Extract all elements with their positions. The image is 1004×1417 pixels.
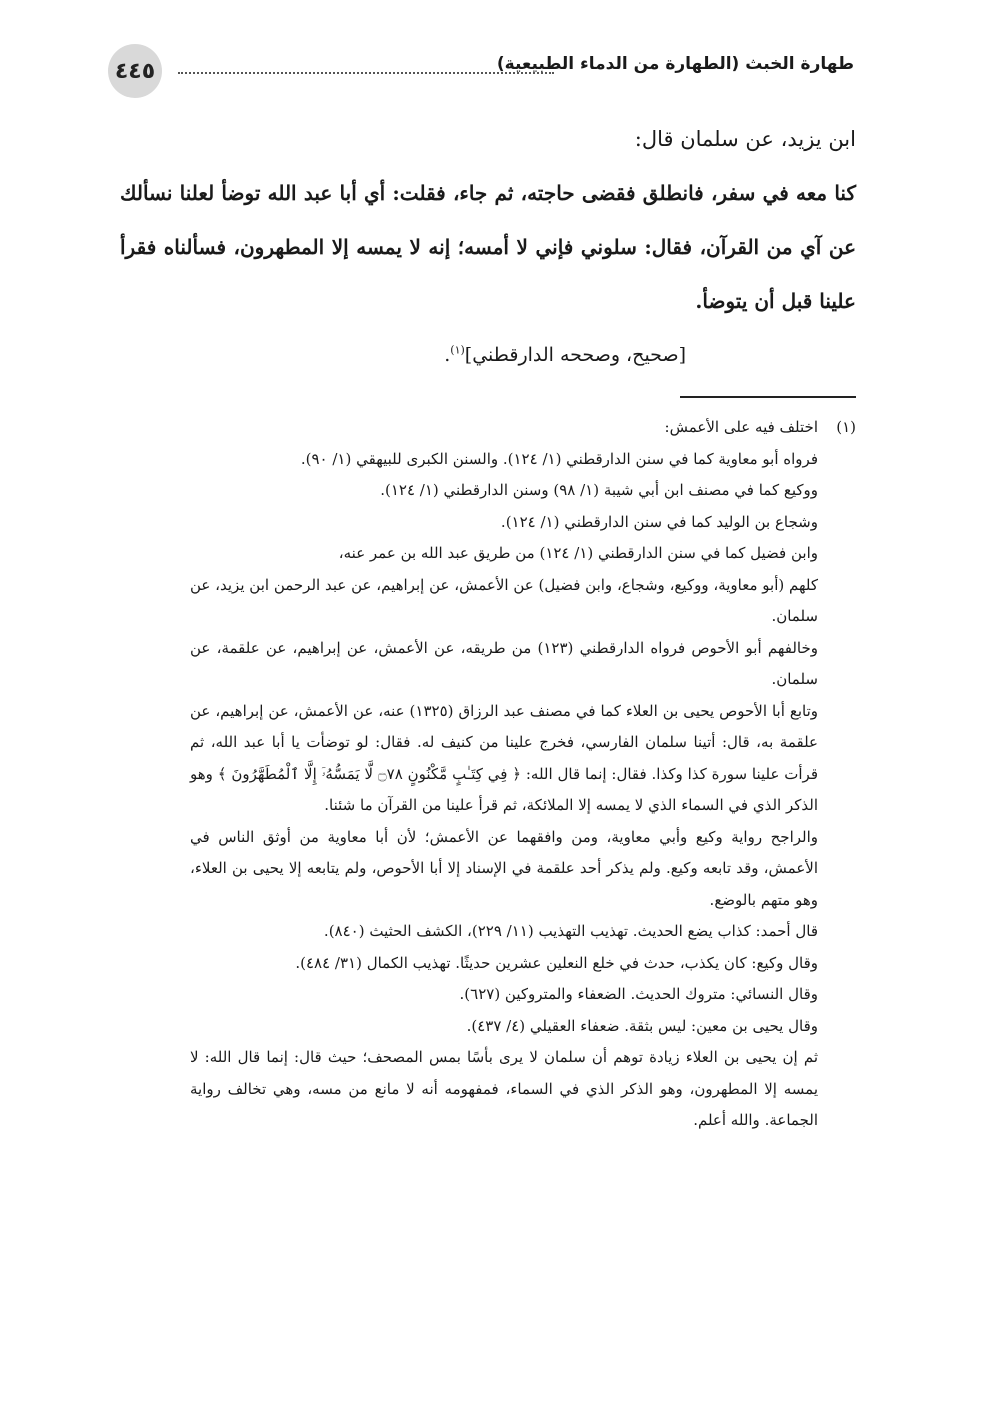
footnote-quote: وقال وكيع: كان يكذب، حدث في خلع النعلين عشرين حديثًا. تهذيب الكمال (٣١/ ٤٨٤). <box>295 953 818 972</box>
footnote-reference[interactable]: (١) <box>450 343 465 357</box>
footnote-heading-text: اختلف فيه على الأعمش: <box>664 418 818 436</box>
footnote-body <box>190 444 856 1137</box>
footnote-line: وابن فضيل كما في سنن الدارقطني (١/ ١٢٤) من طريق عبد الله بن عمر عنه، <box>338 544 818 562</box>
hadith-grading <box>120 328 856 382</box>
footnote-line: فرواه أبو معاوية كما في سنن الدارقطني (١/ ١٢٤). والسنن الكبرى للبيهقي (١/ ٩٠). <box>300 449 818 468</box>
footnote-paragraph: كلهم (أبو معاوية، ووكيع، وشجاع، وابن فضيل) عن الأعمش، عن إبراهيم، عن عبد الرحمن ابن يزيد، عن سلمان. <box>190 575 818 625</box>
footnote-separator <box>680 396 856 398</box>
grading-end: . <box>444 344 451 366</box>
footnote-quote: وقال يحيى بن معين: ليس بثقة. ضعفاء العقيلي (٤/ ٤٣٧). <box>466 1016 818 1035</box>
footnote-marker: (١) <box>836 418 856 436</box>
footnote-paragraph: والراجح رواية وكيع وأبي معاوية، ومن وافقهما عن الأعمش؛ لأن أبا معاوية من أوثق الناس في الأعمش، وقد تابعه وكيع. ولم يذكر أحد علقمة في الإسناد إلا أبا الأحوص، ولم يتابعه إلا يحيى بن العلاء، وهو متهم بالوضع. <box>190 827 818 909</box>
main-text <box>120 112 856 382</box>
running-title: طهارة الخبث (الطهارة من الدماء الطبيعية) <box>496 54 854 74</box>
footnote-paragraph: وخالفهم أبو الأحوص فرواه الدارقطني (١٢٣) من طريقه، عن الأعمش، عن إبراهيم، عن علقمة، عن سلمان. <box>190 638 819 688</box>
hadith-narration: كنا معه في سفر، فانطلق فقضى حاجته، ثم جاء، فقلت: أي أبا عبد الله توضأ لعلنا نسألك عن آي من القرآن، فقال: سلوني فإني لا أمسه؛ إنه لا يمسه إلا المطهرون، فسألناه فقرأ علينا قبل أن يتوضأ. <box>120 181 857 313</box>
footnotes <box>190 412 856 1137</box>
hadith-isnad-end: ابن يزيد، عن سلمان قال: <box>634 127 856 151</box>
page-header <box>108 44 854 106</box>
footnote-paragraph: وتابع أبا الأحوص يحيى بن العلاء كما في مصنف عبد الرزاق (١٣٢٥) عنه، عن الأعمش، عن إبراهيم، عن علقمة به، قال: أتينا سلمان الفارسي، فخرج علينا من كنيف له. فقال: لو توضأت يا أبا عبد الله، ثم قرأت علينا سورة كذا وكذا. فقال: إنما قال الله: ﴿ فِي كِتَـٰبٍ مَّكْنُونٍ ۝٧٨ لَّا يَمَسُّهُۥٓ إِلَّا ٱلْمُطَهَّرُونَ ﴾ وهو الذكر الذي في السماء الذي لا يمسه إلا الملائكة، ثم قرأ علينا من القرآن ما شئنا. <box>190 701 818 814</box>
footnote-heading <box>190 412 856 444</box>
footnote-closing: ثم إن يحيى بن العلاء زيادة توهم أن سلمان لا يرى بأسًا بمس المصحف؛ حيث قال: إنما قال الله: لا يمسه إلا المطهرون، وهو الذكر الذي في السماء، فمفهومه أنه لا مانع من مسه، وهي تخالف رواية الجماعة. والله أعلم. <box>190 1048 818 1129</box>
footnote-quote: وقال النسائي: متروك الحديث. الضعفاء والمتروكين (٦٢٧). <box>459 985 818 1003</box>
footnote-line: وشجاع بن الوليد كما في سنن الدارقطني (١/ ١٢٤). <box>500 512 818 531</box>
footnote-quote: قال أحمد: كذاب يضع الحديث. تهذيب التهذيب (١١/ ٢٢٩)، الكشف الحثيث (٨٤٠). <box>323 922 818 940</box>
grading-text: [صحيح، وصححه الدارقطني] <box>464 344 686 366</box>
page-number-badge: ٤٤٥ <box>108 44 162 98</box>
footnote-line: ووكيع كما في مصنف ابن أبي شيبة (١/ ٩٨) وسنن الدارقطني (١/ ١٢٤). <box>380 481 818 499</box>
